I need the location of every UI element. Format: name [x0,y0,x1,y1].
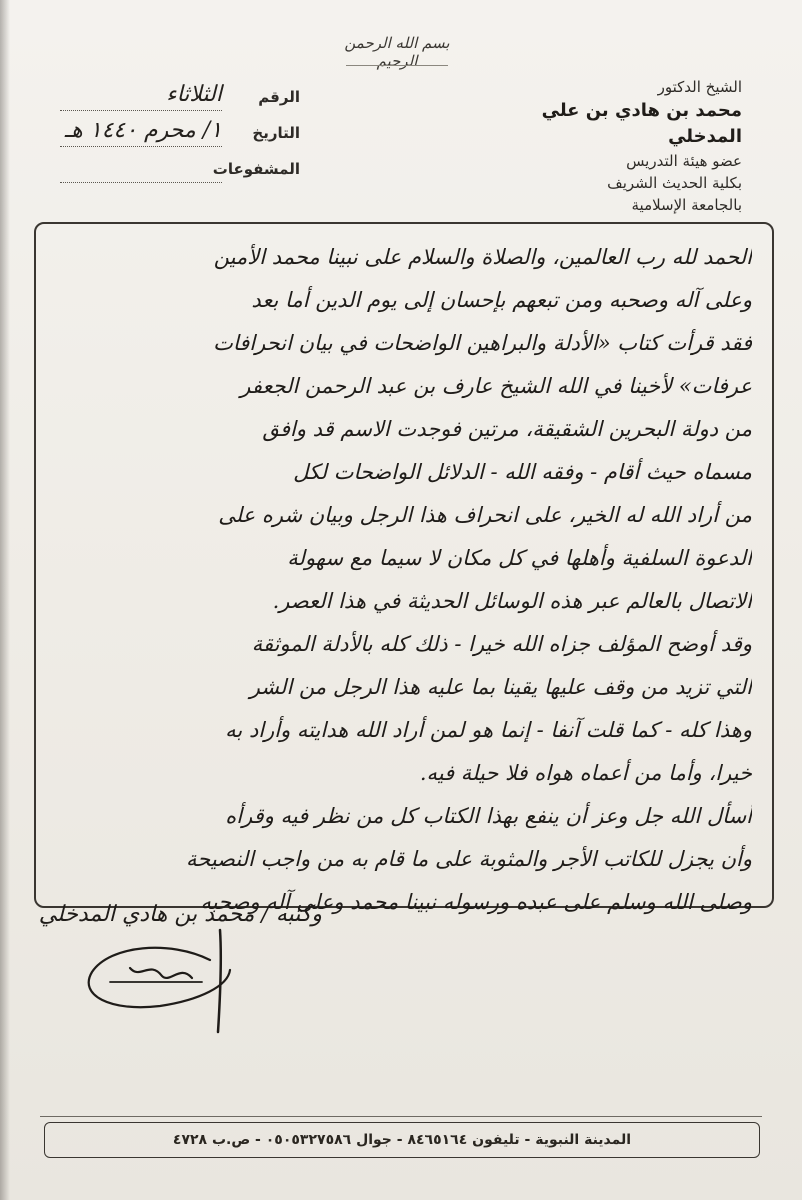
sender-university: بالجامعة الإسلامية [631,196,742,214]
letter-line: خيرا، وأما من أعماه هواه فلا حيلة فيه. [419,761,752,785]
sender-name: محمد بن هادي بن علي المدخلي [541,100,742,147]
letter-line: الحمد لله رب العالمين، والصلاة والسلام على نبينا محمد الأمين [213,245,752,269]
footer-rule [40,1116,762,1117]
number-dotted-line [60,110,222,111]
attachments-label: المشفوعات [212,160,300,178]
letter-line: وقد أوضح المؤلف جزاه الله خيرا - ذلك كله بالأدلة الموثقة [251,632,752,656]
letter-body [46,236,752,924]
letter-line: وأن يجزل للكاتب الأجر والمثوبة على ما قام به من واجب النصيحة [186,847,752,871]
handwritten-signature [70,920,250,1040]
letter-line: وصلى الله وسلم على عبده ورسوله نبينا محمد وعلى آله وصحبه [200,890,752,914]
date-label: التاريخ [252,124,300,142]
reference-fields [60,84,300,192]
basmala-header: بسم الله الرحمن الرحيم [322,34,472,68]
sender-title: الشيخ الدكتور [657,78,742,96]
date-field [60,120,300,156]
letter-line: فقد قرأت كتاب «الأدلة والبراهين الواضحات في بيان انحرافات [213,331,752,355]
number-label: الرقم [258,88,300,106]
letterhead-sender [492,76,742,216]
letter-line: وعلى آله وصحبه ومن تبعهم بإحسان إلى يوم الدين أما بعد [251,288,752,312]
number-field [60,84,300,120]
date-dotted-line [60,146,222,147]
signoff-text: وكتبه / محمد بن هادي المدخلي [38,902,322,927]
letter-line: مسماه حيث أقام - وفقه الله - الدلائل الواضحات لكل [293,460,752,484]
sender-faculty: بكلية الحديث الشريف [607,174,742,192]
sender-position: عضو هيئة التدريس [626,152,742,170]
date-value: ١/ محرم ١٤٤٠ هـ [64,118,222,143]
letter-line: الدعوة السلفية وأهلها في كل مكان لا سيما مع سهولة [287,546,752,570]
letter-line: عرفات» لأخينا في الله الشيخ عارف بن عبد الرحمن الجعفر [240,374,752,398]
footer-contact: المدينة النبوية - تليفون ٨٤٦٥١٦٤ - جوال ٠٥٠٥٣٢٧٥٨٦ - ص.ب ٤٧٢٨ [44,1122,760,1158]
letter-line: من دولة البحرين الشقيقة، مرتين فوجدت الاسم قد وافق [262,417,752,441]
letter-line: التي تزيد من وقف عليها يقينا بما عليه هذا الرجل من الشر [249,675,752,699]
letter-line: الاتصال بالعالم عبر هذه الوسائل الحديثة في هذا العصر. [272,589,752,613]
attachments-field [60,156,300,192]
attachments-dotted-line [60,182,222,183]
letter-line: أسأل الله جل وعز أن ينفع بهذا الكتاب كل من نظر فيه وقرأه [225,804,752,828]
letter-line: من أراد الله له الخير، على انحراف هذا الرجل وبيان شره على [218,503,752,527]
letter-line: وهذا كله - كما قلت آنفا - إنما هو لمن أراد الله هدايته وأراد به [225,718,752,742]
number-value: الثلاثاء [166,82,222,107]
